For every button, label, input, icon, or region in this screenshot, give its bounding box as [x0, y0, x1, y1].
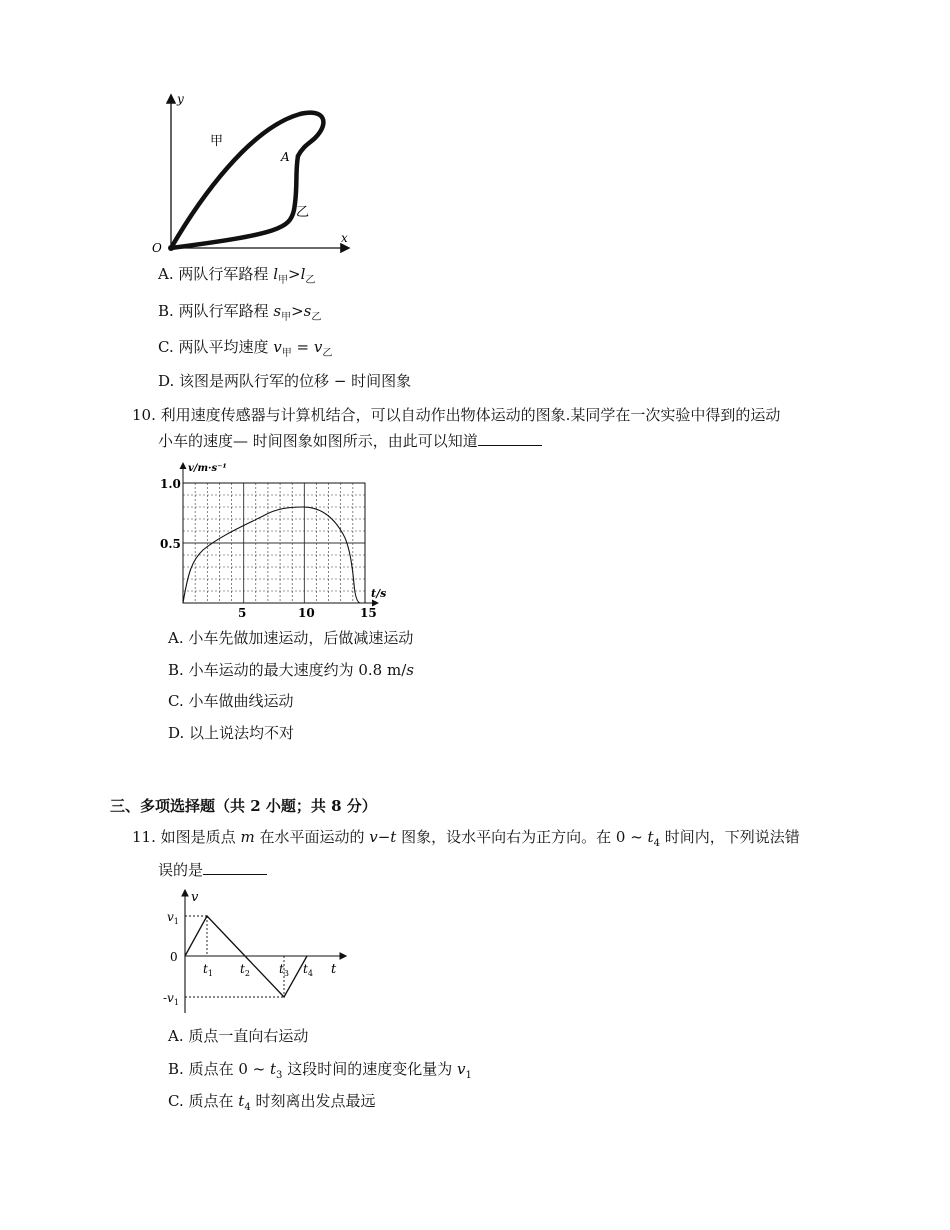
q11-zero-label: 0 [170, 950, 178, 964]
q10-stem-line2: 小车的速度— 时间图象如图所示，由此可以知道 [132, 428, 852, 454]
q10-ytick-0-5: 0.5 [160, 537, 181, 551]
q10-xtick-5: 5 [238, 606, 247, 620]
q10-stem [132, 402, 852, 454]
q11-option-c[interactable]: C. 质点在 $t_4$ 时刻离出发点最远 [168, 1092, 376, 1113]
q11-t2-label: $t_2$ [240, 962, 250, 978]
q11-option-b[interactable]: B. 质点在 0 ~ $t_3$ 这段时间的速度变化量为 $v_1$ [168, 1060, 472, 1081]
q10-y-unit: v/m·s⁻¹ [188, 463, 227, 474]
q10-option-b[interactable]: B. 小车运动的最大速度约为 0.8 m/s [168, 661, 414, 679]
q9-y-label: y [177, 92, 184, 106]
q10-number: 10. [132, 406, 156, 424]
q11-stem-line1: 11. 如图是质点 m 在水平面运动的 v−t 图象，设水平向右为正方向。在 0 ~ $t_4$ 时间内，下列说法错 [132, 828, 800, 849]
q10-stem-line1: 10. 利用速度传感器与计算机结合，可以自动作出物体运动的图象.某同学在一次实验中得到的运动 [132, 406, 781, 424]
q11-velocity-graph [160, 885, 360, 1015]
q9-trajectory-graph [140, 88, 370, 263]
q10-velocity-graph [155, 458, 395, 623]
q9-curve-jia [171, 113, 323, 248]
q11-t-label: t [331, 962, 337, 977]
q9-option-a[interactable]: A. 两队行军路程 $l_甲>l_乙$ [158, 265, 316, 286]
q9-origin-dot [168, 245, 174, 251]
q9-option-b[interactable]: B. 两队行军路程 $s_甲>s_乙$ [158, 302, 322, 323]
q11-t1-label: $t_1$ [203, 962, 213, 978]
q10-grid [183, 483, 365, 603]
q11-stem-line2: 误的是 [132, 857, 852, 883]
q10-xtick-10: 10 [298, 606, 315, 620]
q11-t3-label: $t_3$ [279, 962, 289, 978]
q10-option-a[interactable]: A. 小车先做加速运动，后做减速运动 [168, 629, 414, 647]
q10-ytick-1-0: 1.0 [160, 477, 181, 491]
q10-answer-blank[interactable] [478, 431, 542, 446]
q10-velocity-curve [183, 507, 365, 603]
q11-stem [132, 824, 852, 883]
q10-option-d[interactable]: D. 以上说法均不对 [168, 724, 295, 742]
q9-option-c[interactable]: C. 两队平均速度 $v_甲 = v_乙$ [158, 338, 333, 359]
q11-v-label: v [191, 890, 199, 905]
q11-t4-label: $t_4$ [303, 962, 313, 978]
q9-point-a-label: A [281, 150, 290, 164]
q11-neg-v1-label: $-v_1$ [163, 991, 179, 1007]
q11-number: 11. [132, 828, 156, 846]
q9-jia-label: 甲 [210, 134, 224, 149]
section-3-heading: 三、多项选择题（共 2 小题；共 8 分） [110, 797, 377, 815]
q10-option-c[interactable]: C. 小车做曲线运动 [168, 692, 294, 710]
q9-option-d[interactable]: D. 该图是两队行军的位移 − 时间图象 [158, 372, 412, 390]
q11-option-a[interactable]: A. 质点一直向右运动 [168, 1027, 309, 1045]
q9-origin-label: O [152, 241, 162, 255]
q11-v1-label: $v_1$ [167, 910, 179, 926]
q10-x-unit: t/s [371, 587, 387, 600]
q9-curve-yi [171, 156, 298, 248]
q9-yi-label: 乙 [296, 205, 310, 220]
q9-x-label: x [341, 231, 348, 245]
q10-xtick-15: 15 [360, 606, 377, 620]
q11-answer-blank[interactable] [203, 860, 267, 875]
